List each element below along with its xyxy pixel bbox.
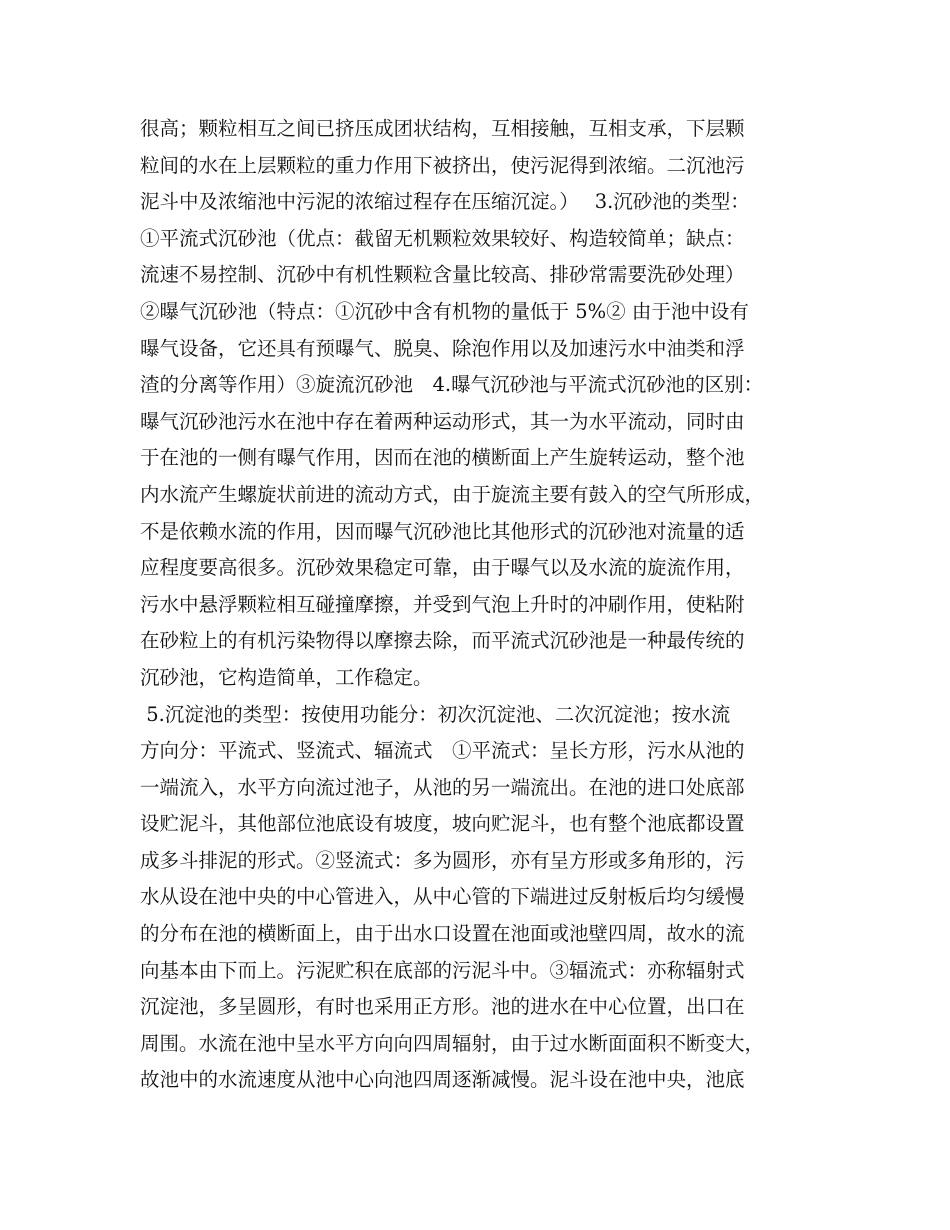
- text-line: 内水流产生螺旋状前进的流动方式，由于旋流主要有鼓入的空气所形成，: [140, 482, 765, 506]
- text-line: 成多斗排泥的形式。②竖流式：多为圆形，亦有呈方形或多角形的，污: [140, 848, 745, 872]
- text-line: 曝气设备，它还具有预曝气、脱臭、除泡作用以及加速污水中油类和浮: [140, 336, 745, 360]
- text-line: 很高；颗粒相互之间已挤压成团状结构，互相接触，互相支承，下层颗: [140, 117, 745, 140]
- text-line: 应程度要高很多。沉砂效果稳定可靠，由于曝气以及水流的旋流作用，: [140, 556, 745, 580]
- text-line: 的分布在池的横断面上，由于出水口设置在池面或池壁四周，故水的流: [140, 922, 745, 946]
- text-line: 5.沉淀池的类型：按使用功能分：初次沉淀池、二次沉淀池；按水流: [140, 702, 731, 726]
- text-line: 故池中的水流速度从池中心向池四周逐渐减慢。泥斗设在池中央，池底: [140, 1068, 745, 1092]
- text-line: 水从设在池中央的中心管进入，从中心管的下端进过反射板后均匀缓慢: [140, 885, 745, 909]
- text-line: 设贮泥斗，其他部位池底设有坡度，坡向贮泥斗，也有整个池底都设置: [140, 812, 745, 836]
- text-line: 沉砂池，它构造简单，工作稳定。: [140, 665, 433, 689]
- text-line: 曝气沉砂池污水在池中存在着两种运动形式，其一为水平流动，同时由: [140, 409, 745, 433]
- text-line: 于在池的一侧有曝气作用，因而在池的横断面上产生旋转运动，整个池: [140, 446, 745, 470]
- text-line: 粒间的水在上层颗粒的重力作用下被挤出，使污泥得到浓缩。二沉池污: [140, 153, 745, 177]
- text-line: 周围。水流在池中呈水平方向向四周辐射，由于过水断面面积不断变大，: [140, 1031, 765, 1055]
- text-line: 流速不易控制、沉砂中有机性颗粒含量比较高、排砂常需要洗砂处理）: [140, 263, 745, 287]
- text-line: 在砂粒上的有机污染物得以摩擦去除，而平流式沉砂池是一种最传统的: [140, 629, 745, 653]
- text-line: 一端流入，水平方向流过池子，从池的另一端流出。在池的进口处底部: [140, 775, 745, 799]
- text-line: 泥斗中及浓缩池中污泥的浓缩过程存在压缩沉淀。） 3.沉砂池的类型：: [140, 190, 750, 214]
- body-text: [140, 111, 830, 1099]
- text-line: ①平流式沉砂池（优点：截留无机颗粒效果较好、构造较简单；缺点：: [140, 226, 745, 250]
- text-line: 污水中悬浮颗粒相互碰撞摩擦，并受到气泡上升时的冲刷作用，使粘附: [140, 592, 745, 616]
- text-line: 方向分：平流式、竖流式、辐流式 ①平流式：呈长方形，污水从池的: [140, 739, 745, 763]
- text-line: ②曝气沉砂池（特点：①沉砂中含有机物的量低于 5%② 由于池中设有: [140, 299, 749, 323]
- text-line: 不是依赖水流的作用，因而曝气沉砂池比其他形式的沉砂池对流量的适: [140, 519, 745, 543]
- text-line: 向基本由下而上。污泥贮积在底部的污泥斗中。③辐流式：亦称辐射式: [140, 958, 745, 982]
- text-line: 沉淀池，多呈圆形，有时也采用正方形。池的进水在中心位置，出口在: [140, 995, 745, 1019]
- text-line: 渣的分离等作用）③旋流沉砂池 4.曝气沉砂池与平流式沉砂池的区别：: [140, 373, 764, 397]
